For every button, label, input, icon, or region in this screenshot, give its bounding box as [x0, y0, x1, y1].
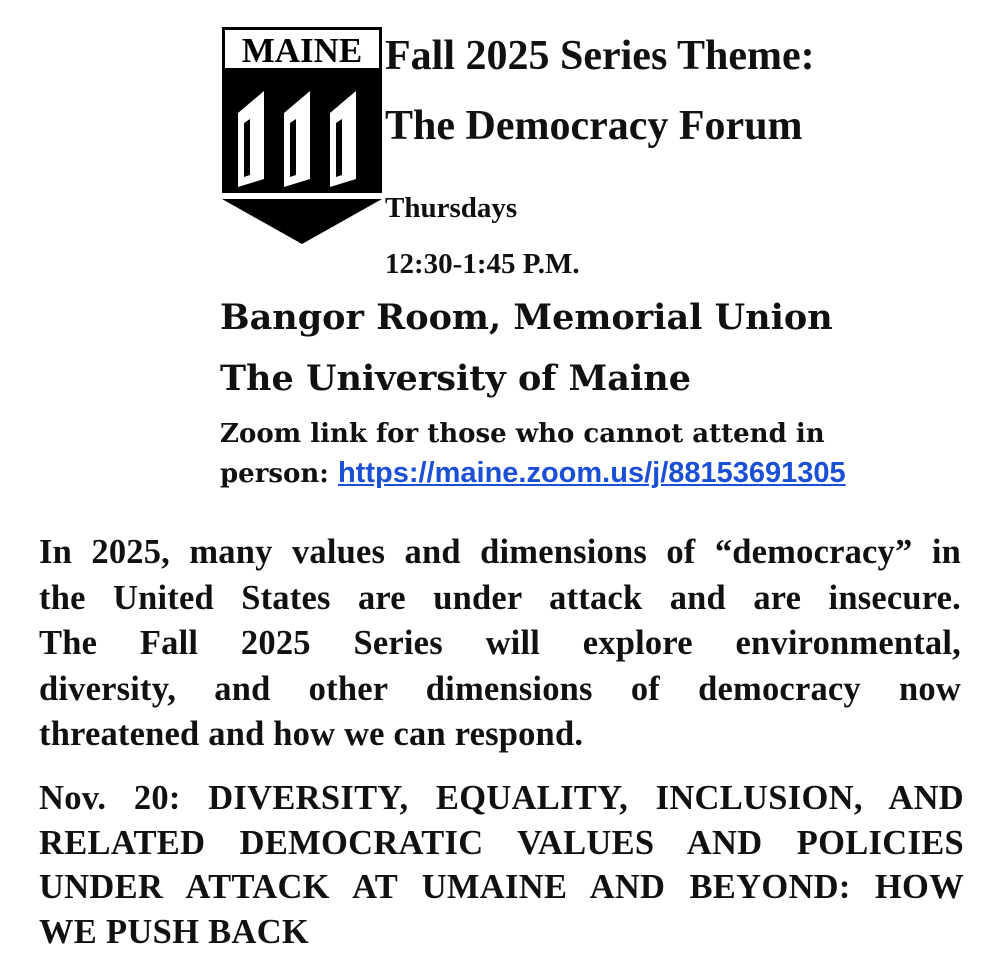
event-title-line: RELATED DEMOCRATIC VALUES AND POLICIES [39, 823, 964, 862]
series-description-line: The Fall 2025 Series will explore environmental, [39, 624, 961, 662]
series-description-line: diversity, and other dimensions of democracy now [39, 669, 961, 708]
event-title-line: WE PUSH BACK [39, 912, 310, 951]
logo-wordmark: MAINE [241, 31, 363, 70]
zoom-note-prefix: person: [220, 459, 338, 489]
meeting-day: Thursdays [385, 192, 518, 224]
series-description-line: the United States are under attack and are insecure. [39, 578, 961, 617]
event-listing [39, 776, 964, 954]
forum-title: The Democracy Forum [385, 103, 803, 149]
zoom-note-line1: Zoom link for those who cannot attend in [220, 419, 825, 449]
series-description-line: In 2025, many values and dimensions of “democracy” in [39, 533, 961, 571]
series-theme-heading: Fall 2025 Series Theme: [385, 33, 815, 79]
series-description [39, 530, 961, 758]
event-title-line: Nov. 20: DIVERSITY, EQUALITY, INCLUSION, AND [39, 779, 964, 817]
series-description-line: threatened and how we can respond. [39, 715, 584, 753]
event-title-line: UNDER ATTACK AT UMAINE AND BEYOND: HOW [39, 868, 964, 906]
meeting-time: 12:30-1:45 P.M. [385, 248, 580, 280]
zoom-link[interactable]: https://maine.zoom.us/j/88153691305 [337, 457, 846, 489]
university-of-maine-shield-icon [222, 27, 382, 247]
venue-room: Bangor Room, Memorial Union [220, 297, 833, 338]
venue-institution: The University of Maine [220, 358, 691, 399]
zoom-note-line2 [220, 459, 846, 488]
